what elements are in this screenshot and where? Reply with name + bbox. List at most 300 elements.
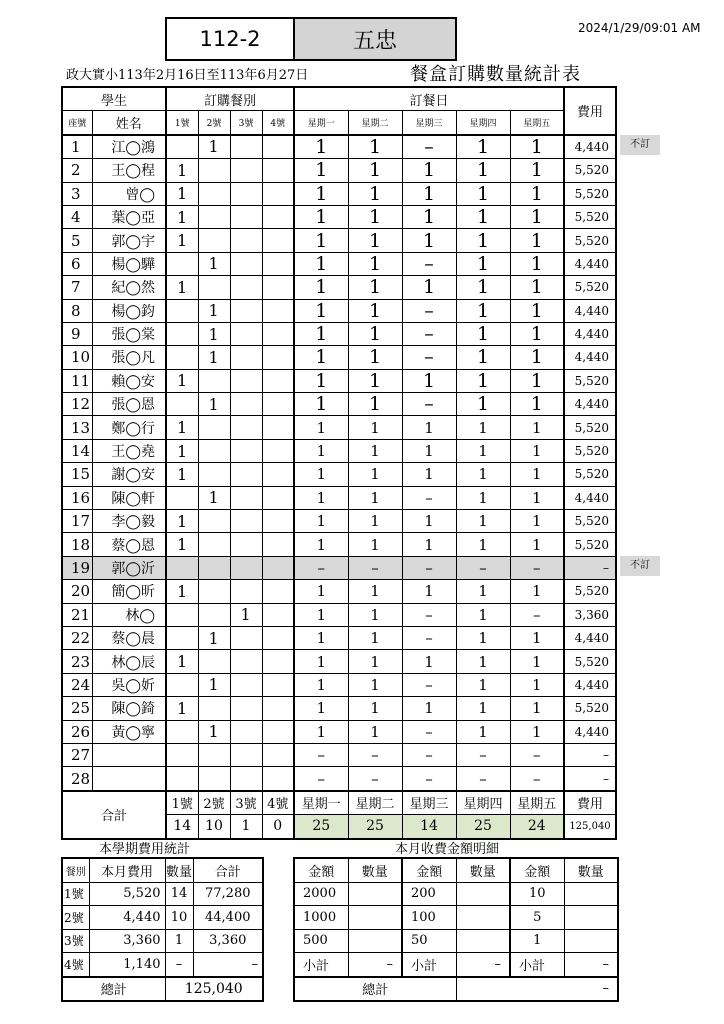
day-cell: 1 [510,510,564,533]
day-cell: 1 [456,182,510,205]
subtotal-label: 小計 [510,953,564,977]
meal-cell [198,580,230,603]
day-cell: – [348,556,402,579]
day-cell: 1 [294,299,348,322]
table-row [62,393,616,416]
seat-number: 18 [62,533,92,556]
day-cell: 1 [402,182,456,205]
fee-cell: 5,520 [564,229,616,252]
table-row [62,159,616,182]
day-cell: 1 [510,393,564,416]
table-row [62,556,616,579]
table-row [62,182,616,205]
fee-cell: 4,440 [564,135,616,159]
student-name: 蔡◯晨 [92,626,166,649]
meal-cell [262,743,294,766]
day-cell: 1 [402,276,456,299]
total-meal-count: 10 [198,815,230,839]
meal-cell: 1 [230,603,262,626]
meal-cell [230,252,262,275]
day-cell: 1 [510,416,564,439]
meal-cell [262,556,294,579]
day-cell: 1 [456,580,510,603]
student-name: 郭◯宇 [92,229,166,252]
table-row [62,720,616,743]
meal-cell [230,346,262,369]
day-cell: 1 [456,673,510,696]
day-cell: 1 [456,533,510,556]
meal-cell [262,299,294,322]
fri-header: 星期五 [510,111,564,135]
totals-fee-header: 費用 [564,791,616,815]
grand-total-value: 125,040 [165,977,263,1002]
total-meal-count: 14 [166,815,198,839]
table-row [62,439,616,462]
day-cell: 1 [402,697,456,720]
meal-1-header: 1號 [166,111,198,135]
meal-cell [262,369,294,392]
seat-number: 4 [62,205,92,228]
meal-cell [166,603,198,626]
day-cell: 1 [402,439,456,462]
meal-cell [230,276,262,299]
fee-cell: 4,440 [564,626,616,649]
meal-cell [166,252,198,275]
stats-header: 數量 [165,858,193,882]
seat-number: 13 [62,416,92,439]
day-cell: 1 [294,697,348,720]
day-cell: 1 [510,720,564,743]
day-cell: – [402,346,456,369]
table-row [62,650,616,673]
day-cell: – [456,556,510,579]
subtotal: – [193,953,263,977]
meal-cell [198,767,230,791]
meal-cell [230,182,262,205]
day-cell: 1 [348,159,402,182]
denomination-count [456,906,510,930]
seat-number: 26 [62,720,92,743]
student-name: 林◯ [92,603,166,626]
meal-type: 1號 [62,882,89,906]
day-cell: 1 [294,463,348,486]
totals-meal-header: 4號 [262,791,294,815]
totals-meal-header: 3號 [230,791,262,815]
fee-cell: 4,440 [564,673,616,696]
fee-cell: 3,360 [564,603,616,626]
meal-cell [198,650,230,673]
seat-number: 10 [62,346,92,369]
meal-cell [198,743,230,766]
day-cell: 1 [510,182,564,205]
total-day-count: 24 [510,815,564,839]
day-cell: 1 [348,276,402,299]
totals-meal-header: 2號 [198,791,230,815]
day-cell: 1 [348,205,402,228]
table-row [62,229,616,252]
no-order-tag: 不訂 [620,556,660,576]
meal-cell [198,439,230,462]
meal-cell [166,743,198,766]
meal-3-header: 3號 [230,111,262,135]
student-header: 學生 [62,87,166,111]
table-row [62,276,616,299]
receipt-header: 數量 [348,858,402,882]
denomination-count [564,882,618,906]
table-row [62,346,616,369]
receipt-row [294,906,618,930]
meal-cell: 1 [166,159,198,182]
day-cell: – [510,767,564,791]
denomination: 500 [294,929,348,953]
fee-cell: 4,440 [564,393,616,416]
day-cell: 1 [348,369,402,392]
denomination-count [456,882,510,906]
fee-cell: 5,520 [564,580,616,603]
meal-cell: 1 [198,486,230,509]
meal-cell [166,626,198,649]
denomination-count [564,929,618,953]
fee-cell: 5,520 [564,416,616,439]
seat-number: 22 [62,626,92,649]
day-cell: 1 [456,439,510,462]
meal-cell [262,322,294,345]
subtotal-label: 小計 [294,953,348,977]
total-day-count: 14 [402,815,456,839]
day-cell: 1 [456,720,510,743]
day-cell: – [348,743,402,766]
subtotal-label: 小計 [402,953,456,977]
day-cell: – [402,322,456,345]
day-cell: 1 [510,439,564,462]
meal-cell: 1 [198,252,230,275]
day-cell: 1 [510,159,564,182]
fee-cell: 5,520 [564,697,616,720]
day-cell: 1 [510,252,564,275]
day-cell: 1 [294,346,348,369]
day-cell: 1 [348,463,402,486]
wed-header: 星期三 [402,111,456,135]
seat-number: 25 [62,697,92,720]
day-cell: 1 [402,229,456,252]
meal-cell [198,533,230,556]
unit-fee: 5,520 [89,882,165,906]
day-cell: 1 [348,439,402,462]
day-cell: 1 [510,229,564,252]
denomination-count [348,906,402,930]
quantity: 10 [165,906,193,930]
meal-cell [198,556,230,579]
student-name: 楊◯驊 [92,252,166,275]
receipt-grand-value: – [456,977,618,1002]
meal-cell [230,720,262,743]
day-cell: 1 [294,650,348,673]
student-name: 江◯鴻 [92,135,166,159]
fee-cell: 5,520 [564,463,616,486]
student-name: 王◯程 [92,159,166,182]
student-name: 陳◯錡 [92,697,166,720]
seat-number: 15 [62,463,92,486]
total-day-count: 25 [294,815,348,839]
denomination: 50 [402,929,456,953]
student-name: 黃◯寧 [92,720,166,743]
denomination-count [564,906,618,930]
day-cell: 1 [456,322,510,345]
fee-header: 費用 [564,87,616,135]
meal-cell [166,393,198,416]
meal-cell [230,416,262,439]
meal-order-header: 訂購餐別 [166,87,294,111]
subtotal-value: – [564,953,618,977]
meal-type: 4號 [62,953,89,977]
table-row [62,205,616,228]
day-cell: 1 [510,580,564,603]
meal-cell [230,556,262,579]
day-cell: – [402,767,456,791]
meal-cell: 1 [198,299,230,322]
day-cell: 1 [294,673,348,696]
student-name: 張◯凡 [92,346,166,369]
denomination: 2000 [294,882,348,906]
fee-cell: 5,520 [564,369,616,392]
day-cell: 1 [294,135,348,159]
totals-day-header: 星期二 [348,791,402,815]
day-cell: 1 [348,416,402,439]
table-row [62,299,616,322]
day-cell: – [402,252,456,275]
fee-cell: 5,520 [564,533,616,556]
day-cell: 1 [348,229,402,252]
meal-cell [166,720,198,743]
meal-cell [198,205,230,228]
receipt-row [294,929,618,953]
seat-number: 19 [62,556,92,579]
semester-stats-title: 本學期費用統計 [99,842,191,857]
meal-cell [230,463,262,486]
day-cell: 1 [348,135,402,159]
meal-cell [166,486,198,509]
meal-cell [198,182,230,205]
table-row [62,252,616,275]
meal-cell: 1 [198,673,230,696]
day-cell: 1 [294,369,348,392]
stats-row [62,882,263,906]
day-cell: – [402,556,456,579]
meal-cell: 1 [198,346,230,369]
denomination: 1 [510,929,564,953]
total-fee: 125,040 [564,815,616,839]
order-table [61,86,617,840]
meal-cell [262,673,294,696]
day-cell: 1 [294,510,348,533]
meal-cell [262,626,294,649]
quantity: – [165,953,193,977]
day-cell: 1 [348,486,402,509]
receipt-table [293,857,619,1002]
seat-number: 6 [62,252,92,275]
day-cell: 1 [456,626,510,649]
meal-cell [262,580,294,603]
table-row [62,322,616,345]
seat-number: 5 [62,229,92,252]
meal-cell [262,650,294,673]
day-cell: 1 [510,673,564,696]
day-cell: 1 [402,510,456,533]
meal-cell [262,533,294,556]
day-cell: 1 [510,322,564,345]
day-cell: 1 [402,205,456,228]
meal-cell: 1 [166,463,198,486]
receipt-grand-label: 總計 [294,977,456,1002]
meal-2-header: 2號 [198,111,230,135]
day-cell: 1 [348,580,402,603]
meal-cell [262,393,294,416]
denomination: 100 [402,906,456,930]
meal-cell [230,322,262,345]
fee-cell: 5,520 [564,159,616,182]
meal-cell: 1 [166,650,198,673]
fee-cell: 4,440 [564,486,616,509]
day-cell: – [402,673,456,696]
meal-cell [166,556,198,579]
day-cell: 1 [348,673,402,696]
seat-number: 23 [62,650,92,673]
receipt-subtotal-row [294,953,618,977]
table-row [62,510,616,533]
denomination: 200 [402,882,456,906]
fee-cell: 4,440 [564,720,616,743]
day-cell: – [402,626,456,649]
meal-cell: 1 [198,393,230,416]
table-row [62,486,616,509]
unit-fee: 1,140 [89,953,165,977]
meal-cell: 1 [198,135,230,159]
denomination: 1000 [294,906,348,930]
meal-cell [262,720,294,743]
meal-cell [198,463,230,486]
day-cell: 1 [348,252,402,275]
class-name: 五忠 [294,18,456,60]
student-name: 王◯堯 [92,439,166,462]
meal-cell [230,205,262,228]
seat-header: 座號 [62,111,92,135]
day-cell: 1 [402,650,456,673]
denomination: 10 [510,882,564,906]
meal-cell [198,603,230,626]
quantity: 14 [165,882,193,906]
day-cell: 1 [348,626,402,649]
print-timestamp: 2024/1/29/09:01 AM [578,21,701,35]
table-row [62,767,616,791]
receipt-header: 數量 [456,858,510,882]
fee-cell: 4,440 [564,252,616,275]
day-cell: 1 [510,135,564,159]
day-cell: 1 [294,393,348,416]
meal-cell: 1 [166,276,198,299]
meal-cell: 1 [198,626,230,649]
meal-cell: 1 [166,533,198,556]
day-cell: 1 [456,346,510,369]
receipt-grand-row [294,977,618,1002]
total-meal-count: 0 [262,815,294,839]
no-order-tag: 不訂 [620,135,660,155]
class-code: 112-2 [166,18,294,60]
day-cell: 1 [456,229,510,252]
student-name [92,767,166,791]
total-day-count: 25 [456,815,510,839]
receipt-header: 數量 [564,858,618,882]
day-cell: 1 [348,720,402,743]
seat-number: 14 [62,439,92,462]
day-cell: 1 [456,416,510,439]
day-cell: 1 [456,393,510,416]
fee-cell: 5,520 [564,182,616,205]
day-cell: 1 [456,135,510,159]
seat-number: 27 [62,743,92,766]
student-name: 簡◯昕 [92,580,166,603]
subtotal: 3,360 [193,929,263,953]
table-row [62,743,616,766]
meal-cell [262,439,294,462]
day-cell: 1 [510,533,564,556]
meal-cell [230,580,262,603]
seat-number: 28 [62,767,92,791]
meal-cell [262,767,294,791]
day-cell: – [294,556,348,579]
day-cell: 1 [402,580,456,603]
student-name: 郭◯沂 [92,556,166,579]
day-cell: 1 [456,603,510,626]
table-row [62,697,616,720]
day-cell: – [456,743,510,766]
day-cell: 1 [348,650,402,673]
day-cell: 1 [348,182,402,205]
day-cell: 1 [510,205,564,228]
seat-number: 20 [62,580,92,603]
day-cell: – [348,767,402,791]
meal-cell: 1 [166,439,198,462]
meal-cell [198,510,230,533]
seat-number: 17 [62,510,92,533]
seat-number: 12 [62,393,92,416]
day-cell: 1 [456,299,510,322]
day-cell: 1 [294,276,348,299]
day-cell: 1 [456,463,510,486]
seat-number: 11 [62,369,92,392]
meal-cell [230,439,262,462]
day-cell: 1 [348,346,402,369]
fee-cell: – [564,556,616,579]
seat-number: 21 [62,603,92,626]
meal-cell [262,603,294,626]
meal-cell [230,743,262,766]
subtotal: 44,400 [193,906,263,930]
denomination-count [456,929,510,953]
day-cell: 1 [456,159,510,182]
totals-header-row [62,791,616,815]
totals-day-header: 星期三 [402,791,456,815]
seat-number: 9 [62,322,92,345]
meal-cell: 1 [166,182,198,205]
day-cell: 1 [348,533,402,556]
day-cell: 1 [456,369,510,392]
day-cell: 1 [348,603,402,626]
day-cell: 1 [456,697,510,720]
fee-cell: 5,520 [564,276,616,299]
meal-cell: 1 [198,322,230,345]
form-title: 餐盒訂購數量統計表 [410,64,581,85]
day-cell: – [402,486,456,509]
